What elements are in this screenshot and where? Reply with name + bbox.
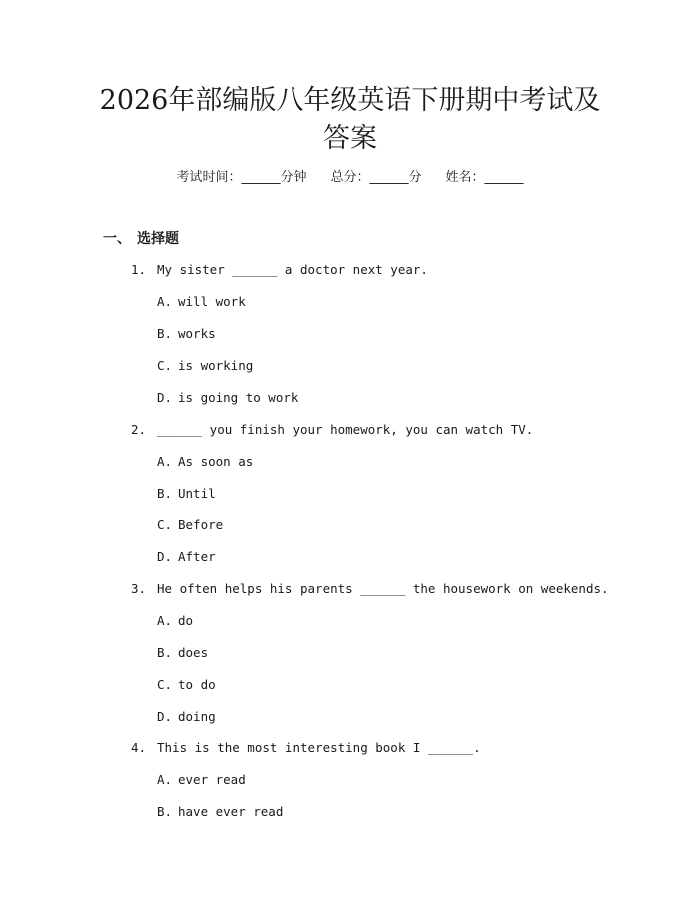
question-2 xyxy=(131,421,533,439)
option-letter: C. xyxy=(157,358,173,373)
option-text: Before xyxy=(178,517,224,532)
option-text: After xyxy=(178,549,216,564)
option-letter: C. xyxy=(157,517,173,532)
question-text: ______ you finish your homework, you can watch TV. xyxy=(157,422,534,437)
question-1-option-c xyxy=(157,357,253,375)
option-letter: D. xyxy=(157,709,173,724)
question-3-option-d xyxy=(157,708,216,726)
question-4 xyxy=(131,739,481,757)
option-text: does xyxy=(178,645,209,660)
question-2-option-c xyxy=(157,516,223,534)
exam-meta-line xyxy=(0,168,700,188)
option-text: doing xyxy=(178,709,216,724)
question-1 xyxy=(131,261,428,279)
question-4-option-b xyxy=(157,803,283,821)
section-number: 一、 xyxy=(103,231,131,247)
question-text: My sister ______ a doctor next year. xyxy=(157,262,428,277)
option-letter: B. xyxy=(157,645,173,660)
option-text: is working xyxy=(178,358,254,373)
total-score-field: 总分：______分 xyxy=(330,170,422,185)
student-name-field: 姓名：______ xyxy=(445,170,524,185)
exam-time-field: 考试时间：______分钟 xyxy=(176,170,307,185)
option-text: works xyxy=(178,326,216,341)
question-number: 3. xyxy=(131,581,147,596)
question-1-option-a xyxy=(157,293,246,311)
option-text: do xyxy=(178,613,194,628)
question-4-option-a xyxy=(157,771,246,789)
option-letter: B. xyxy=(157,326,173,341)
section-heading xyxy=(103,229,179,249)
document-title: 2026年部编版八年级英语下册期中考试及答案 xyxy=(99,85,601,154)
question-3 xyxy=(131,580,609,598)
option-text: have ever read xyxy=(178,804,284,819)
option-text: to do xyxy=(178,677,216,692)
question-2-option-d xyxy=(157,548,216,566)
question-3-option-a xyxy=(157,612,193,630)
option-letter: B. xyxy=(157,486,173,501)
question-3-option-b xyxy=(157,644,208,662)
option-letter: D. xyxy=(157,549,173,564)
option-letter: A. xyxy=(157,294,173,309)
question-3-option-c xyxy=(157,676,216,694)
question-2-option-a xyxy=(157,453,253,471)
option-text: ever read xyxy=(178,772,246,787)
question-1-option-d xyxy=(157,389,298,407)
option-letter: A. xyxy=(157,772,173,787)
section-title: 选择题 xyxy=(137,231,179,247)
question-number: 4. xyxy=(131,740,147,755)
option-text: As soon as xyxy=(178,454,254,469)
option-letter: C. xyxy=(157,677,173,692)
question-1-option-b xyxy=(157,325,216,343)
option-letter: A. xyxy=(157,613,173,628)
question-number: 2. xyxy=(131,422,147,437)
question-2-option-b xyxy=(157,485,216,503)
question-text: This is the most interesting book I ______. xyxy=(157,740,481,755)
option-letter: B. xyxy=(157,804,173,819)
question-number: 1. xyxy=(131,262,147,277)
option-text: Until xyxy=(178,486,216,501)
option-text: is going to work xyxy=(178,390,299,405)
option-letter: D. xyxy=(157,390,173,405)
question-text: He often helps his parents ______ the housework on weekends. xyxy=(157,581,609,596)
option-text: will work xyxy=(178,294,246,309)
option-letter: A. xyxy=(157,454,173,469)
